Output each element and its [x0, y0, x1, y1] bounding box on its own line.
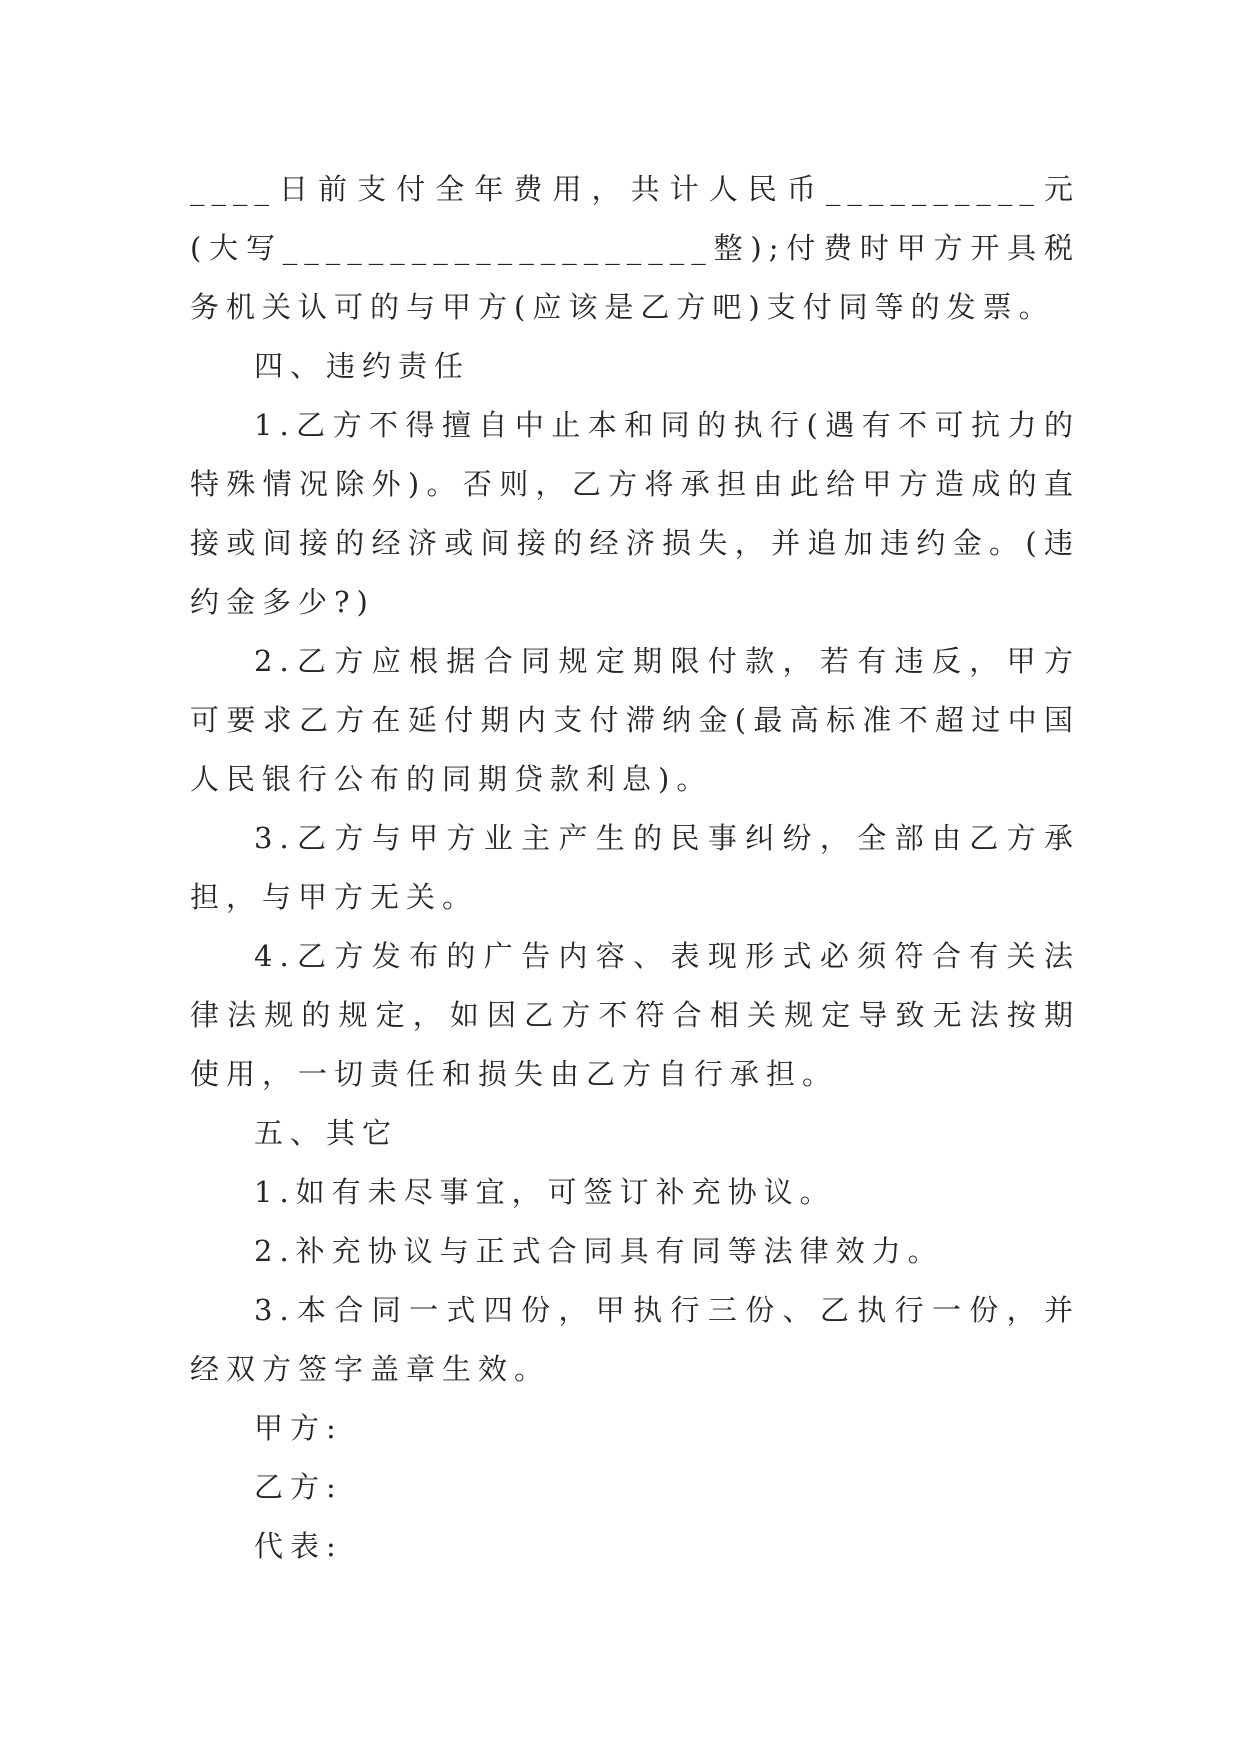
payment-clause-continued: ____日前支付全年费用，共计人民币__________元(大写____________________整);付费时甲方开具税务机关认可的与甲方(应该是乙方吧)支付同等的发票。	[190, 172, 1080, 324]
breach-clause-4: 4.乙方发布的广告内容、表现形式必须符合有关法律法规的规定，如因乙方不符合相关规定导致无法按期使用，一切责任和损失由乙方自行承担。	[190, 939, 1080, 1091]
breach-clause-1: 1.乙方不得擅自中止本和同的执行(遇有不可抗力的特殊情况除外)。否则，乙方将承担由此给甲方造成的直接或间接的经济或间接的经济损失，并追加违约金。(违约金多少?)	[190, 408, 1080, 619]
signature-party-b: 乙方:	[254, 1470, 343, 1504]
other-clause-1: 1.如有未尽事宜，可签订补充协议。	[254, 1175, 836, 1209]
section-heading-other: 五、其它	[254, 1116, 399, 1150]
signature-representative: 代表:	[254, 1529, 343, 1563]
breach-clause-2: 2.乙方应根据合同规定期限付款，若有违反，甲方可要求乙方在延付期内支付滞纳金(最高标准不超过中国人民银行公布的同期贷款利息)。	[190, 644, 1080, 796]
other-clause-3: 3.本合同一式四份，甲执行三份、乙执行一份，并经双方签字盖章生效。	[190, 1293, 1080, 1386]
section-heading-breach-liability: 四、违约责任	[254, 349, 471, 383]
breach-clause-3: 3.乙方与甲方业主产生的民事纠纷，全部由乙方承担，与甲方无关。	[190, 821, 1080, 914]
other-clause-2: 2.补充协议与正式合同具有同等法律效力。	[254, 1234, 944, 1268]
document-page	[190, 160, 1080, 1576]
signature-party-a: 甲方:	[254, 1411, 343, 1445]
